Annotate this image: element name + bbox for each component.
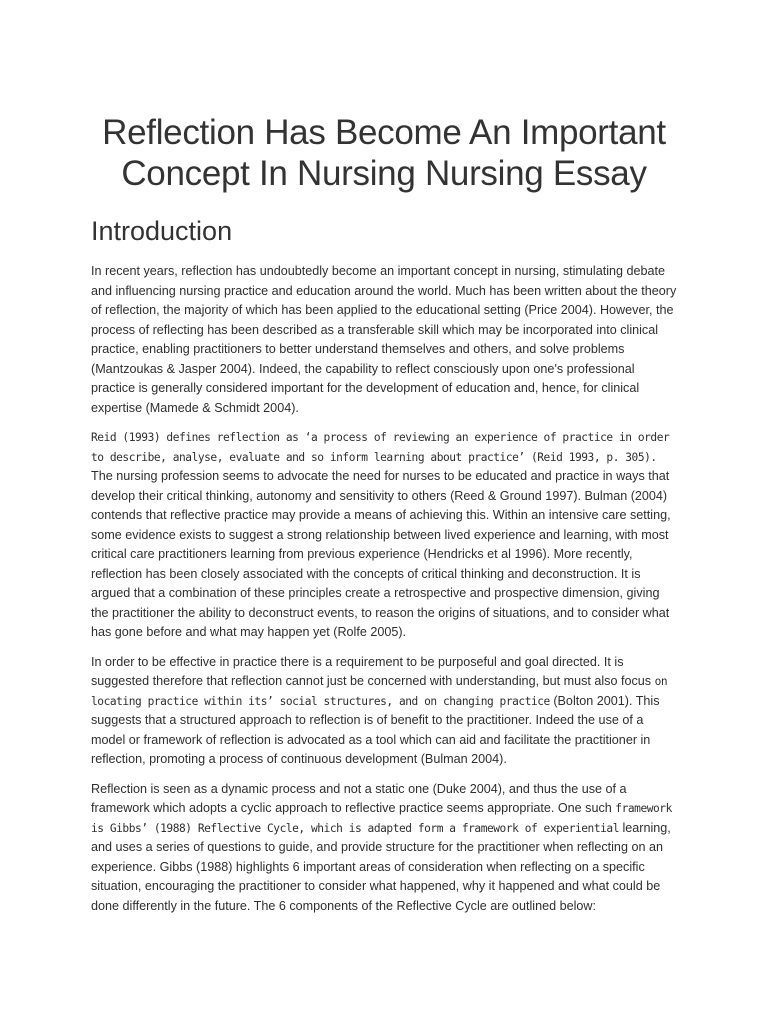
paragraph-text: Reflection is seen as a dynamic process and not a static one (Duke 2004), and thus the use of a framework which adopts a cyclic approach to reflective practice seems appropriate. One such — [91, 781, 627, 815]
paragraph-text: The nursing profession seems to advocate the need for nurses to be educated and practice in ways that develop their critical thinking, autonomy and sensitivity to others (Reed & Ground 1997). Bulman (2004) contends that reflective practice may provide a means of achieving this. Within an intensive care setting, some evidence exists to suggest a strong relationship between lived experience and learning, with most critical care practitioners learning from previous experience (Hendricks et al 1996). More recently, reflection has been closely associated with the concepts of critical thinking and deconstruction. It is argued that a combination of these principles create a retrospective and prospective dimension, giving the practitioner the ability to deconstruct events, to reason the origins of situations, and to consider what has gone before and what may happen yet (Rolfe 2005). — [91, 469, 671, 639]
page-title: Reflection Has Become An Important Concept In Nursing Nursing Essay — [102, 113, 666, 193]
quoted-text: framework is Gibbs’ (1988) Reflective Cycle, which is adapted form a framework of experiential — [91, 802, 672, 835]
quoted-text: on locating practice within its’ social structures, and on changing practice — [91, 675, 668, 708]
paragraph-text: In order to be effective in practice there is a requirement to be purposeful and goal directed. It is suggested therefore that reflection cannot just be concerned with understanding, but must also focus — [91, 654, 655, 688]
document-page — [91, 112, 677, 916]
section-heading-introduction: Introduction — [91, 216, 233, 246]
paragraph-4 — [91, 780, 677, 917]
paragraph-3 — [91, 653, 677, 770]
paragraph-2 — [91, 428, 677, 643]
quoted-text: Reid (1993) defines reflection as ‘a process of reviewing an experience of practice in order to describe, analyse, evaluate and so inform learning about practice’ (Reid 1993, p. 305). — [91, 431, 670, 464]
paragraph-text: In recent years, reflection has undoubtedly become an important concept in nursing, stimulating debate and influencing nursing practice and education around the world. Much has been written about the theory of reflection, the majority of which has been applied to the educational setting (Price 2004). However, the process of reflecting has been described as a transferable skill which may be incorporated into clinical practice, enabling practitioners to better understand themselves and others, and solve problems (Mantzoukas & Jasper 2004). Indeed, the capability to reflect consciously upon one's professional practice is generally considered important for the development of education and, hence, for clinical expertise (Mamede & Schmidt 2004). — [91, 264, 677, 415]
paragraph-text: learning, and uses a series of questions to guide, and provide structure for the practitioner when reflecting on an experience. Gibbs (1988) highlights 6 important areas of consideration when reflecting on a specific situation, encouraging the practitioner to consider what happened, why it happened and what could be done differently in the future. The 6 components of the Reflective Cycle are outlined below: — [91, 820, 671, 913]
paragraph-text: (Bolton 2001). This suggests that a structured approach to reflection is of benefit to the practitioner. Indeed the use of a model or framework of reflection is advocated as a tool which can aid and facilitate the practitioner in reflection, promoting a process of continuous development (Bulman 2004). — [91, 693, 660, 766]
paragraph-1 — [91, 262, 677, 418]
